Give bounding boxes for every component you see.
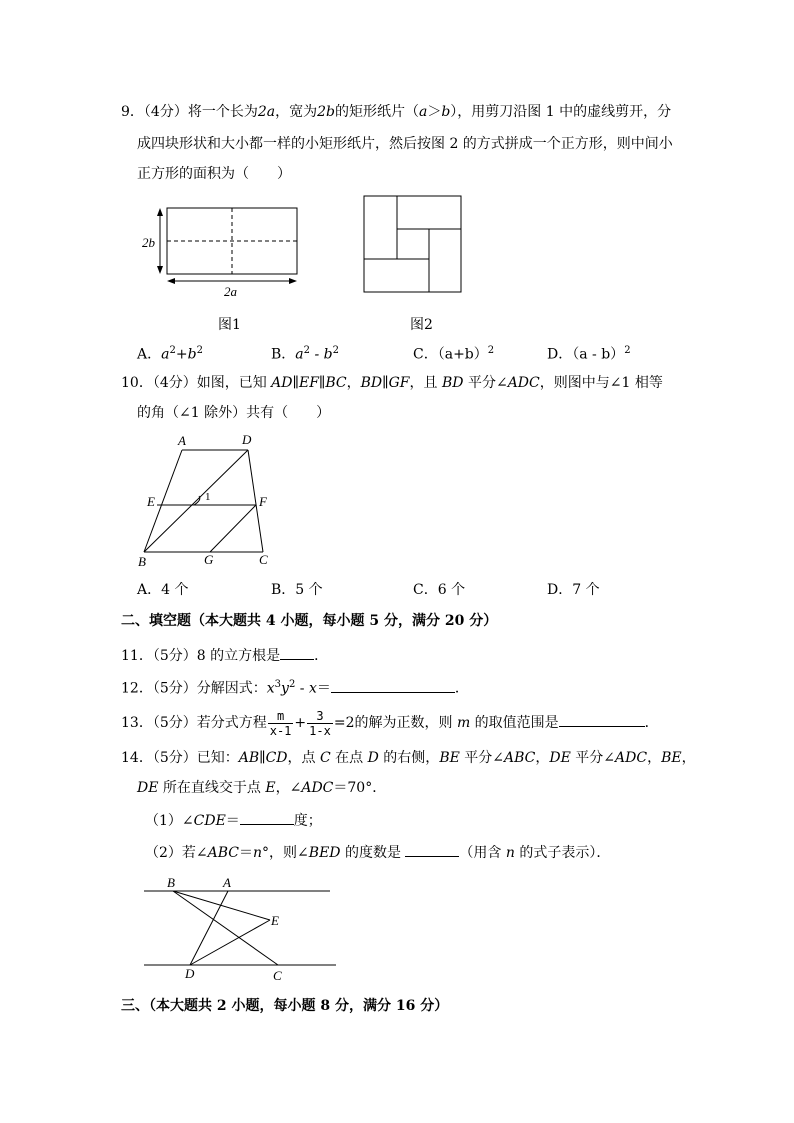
q9-line2: 成四块形状和大小都一样的小矩形纸片，然后按图 2 的方式拼成一个正方形，则中间小 [137,136,673,152]
fig2-caption: 图2 [410,317,433,333]
q10-option-b: B．5 个 [271,582,323,598]
q11-answer-blank [280,645,314,660]
fig1-side-label: 2b [142,235,155,250]
label-d: D [242,432,252,447]
q14-sub1-blank [240,810,294,825]
label-b: B [138,554,146,569]
fig1-arrow-up-icon [157,208,163,216]
q13: 13．（5分）若分式方程 $\frac{m}{x-1}$ + $\frac{3}{1-x}$ =2的解为正数，则 m 的取值范围是 ． [121,708,659,738]
fig1-bottom-label: 2a [224,284,237,299]
q9-option-b: B．$a^2 - b^2$ [271,345,339,363]
section-3-heading: 三、（本大题共 2 小题，每小题 8 分，满分 16 分） [121,998,449,1014]
label-a: A [178,433,186,448]
q10-line1: 10．（4分）如图，已知 AD∥EF∥BC，BD∥GF，且 BD 平分∠ADC，则图中与∠1 相等 [121,375,663,391]
q14-sub1: （1）∠CDE＝ 度； [145,810,322,831]
q13-fraction-1: $\frac{m}{x-1}$ [269,708,292,738]
label-f: F [259,494,267,509]
q13-answer-blank [559,712,645,727]
q12-answer-blank [331,678,455,693]
fig1-arrow-left-icon [167,278,175,284]
section-2-heading: 二、填空题（本大题共 4 小题，每小题 5 分，满分 20 分） [121,613,498,629]
segment-bc [173,891,278,965]
q9-option-d: D．（a - b）$^2$ [547,345,631,363]
q9-option-a: A．$a^2+b^2$ [137,345,203,363]
q10-option-d: D．7 个 [547,582,600,598]
label-g: G [204,552,214,567]
q10-line2: 的角（∠1 除外）共有（ ） [137,405,331,421]
label-e: E [271,913,279,928]
q12: 12．（5分）分解因式：$x^3y^2 - x=$ ． [121,679,469,697]
q10-option-a: A．4 个 [137,582,189,598]
q10-figure [136,430,284,572]
fig1-arrow-down-icon [157,266,163,274]
label-c: C [259,552,268,567]
q14-figure [136,874,346,986]
label-e: E [147,494,155,509]
q9-line3: 正方形的面积为（ ） [137,166,291,182]
fig1-caption: 图1 [218,317,241,333]
label-angle-1: 1 [205,491,211,503]
q11: 11．（5分）8 的立方根是 ． [121,645,328,666]
label-a: A [223,875,231,890]
label-c: C [273,968,282,983]
q9-option-c: C．$(a+b)^2$ [413,345,495,363]
q9-line1: 9．（4分）将一个长为2a，宽为2b的矩形纸片（a＞b），用剪刀沿图 1 中的虚线剪开，分 [121,104,672,120]
q14-sub2: （2）若∠ABC＝n°，则∠BED 的度数是 （用含 n 的式子表示）． [145,842,610,863]
fig2-outer-square [364,196,461,292]
label-b: B [167,875,175,890]
segment-gf [210,505,256,552]
fig1-arrow-right-icon [289,278,297,284]
segment-bd [144,450,248,552]
segment-be [173,891,270,920]
q13-fraction-2: $\frac{3}{1-x}$ [309,708,331,738]
q14-line1: 14．（5分）已知：AB∥CD，点 C 在点 D 的右侧，BE 平分∠ABC，DE 平分∠ADC，BE， [121,750,696,766]
q10-option-c: C．6 个 [413,582,466,598]
label-d: D [185,966,195,981]
q14-sub2-blank [405,842,459,857]
q9-figure1 [136,198,306,302]
q9-figure2 [360,192,466,296]
q14-line2: DE 所在直线交于点 E，∠ADC＝70°． [137,780,387,796]
